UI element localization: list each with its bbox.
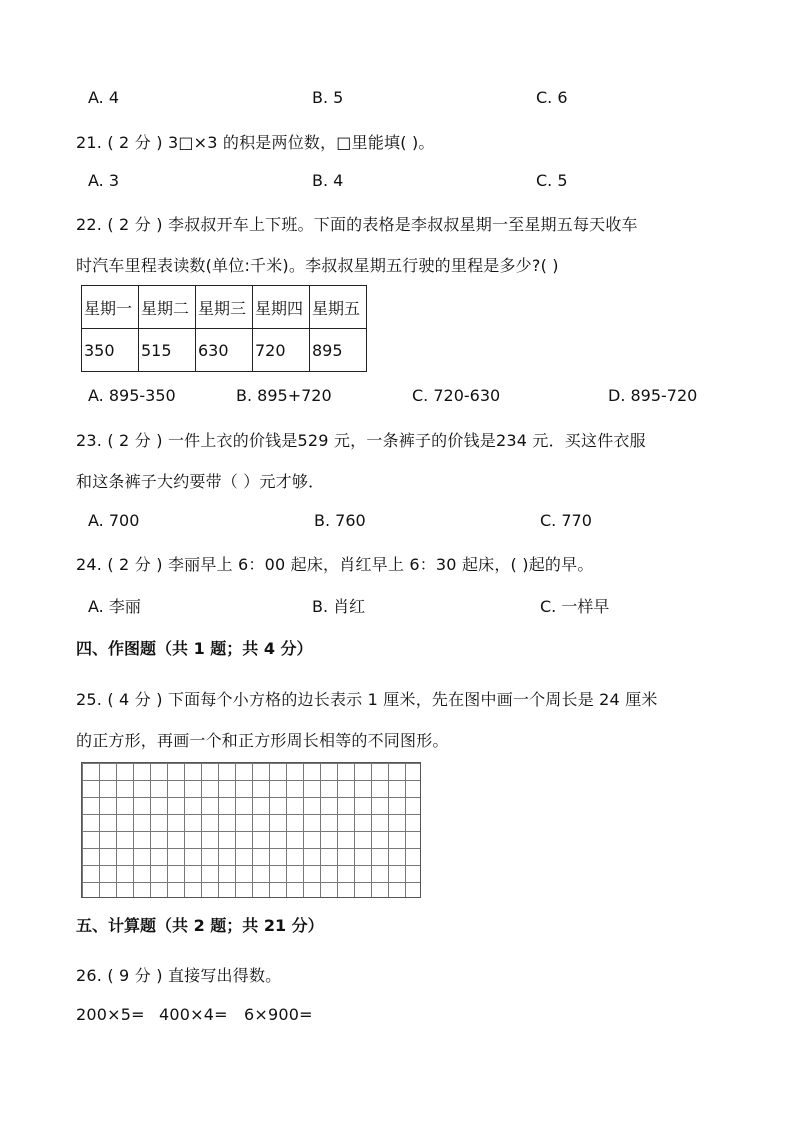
q21-stem: 21. ( 2 分 ) 3□×3 的积是两位数，□里能填( )。 [76, 133, 435, 152]
q26-item-2: 400×4= [159, 1005, 228, 1024]
q22-option-a: A. 895-350 [88, 386, 176, 405]
q24-stem: 24. ( 2 分 ) 李丽早上 6：00 起床，肖红早上 6：30 起床，( )起的早。 [76, 555, 594, 574]
table-header-cell: 星期五 [310, 286, 367, 329]
q26-stem: 26. ( 9 分 ) 直接写出得数。 [76, 966, 282, 985]
q24-option-c: C. 一样早 [540, 597, 610, 616]
drawing-grid [81, 762, 421, 898]
q25-stem-line1: 25. ( 4 分 ) 下面每个小方格的边长表示 1 厘米，先在图中画一个周长是 24 厘米 [76, 690, 658, 709]
table-cell: 630 [196, 329, 253, 372]
q23-option-c: C. 770 [540, 511, 592, 530]
q21-option-b: B. 4 [312, 171, 344, 190]
q24-option-b: B. 肖红 [312, 597, 366, 616]
table-cell: 515 [139, 329, 196, 372]
table-header-cell: 星期一 [82, 286, 139, 329]
q22-option-c: C. 720-630 [412, 386, 501, 405]
q20-option-c: C. 6 [536, 88, 568, 107]
mileage-table [81, 285, 367, 372]
table-cell: 350 [82, 329, 139, 372]
q26-item-1: 200×5= [76, 1005, 145, 1024]
q23-stem-line1: 23. ( 2 分 ) 一件上衣的价钱是529 元，一条裤子的价钱是234 元．买这件衣服 [76, 431, 646, 450]
table-row [82, 329, 367, 372]
q26-item-3: 6×900= [244, 1005, 313, 1024]
q22-stem-line1: 22. ( 2 分 ) 李叔叔开车上下班。下面的表格是李叔叔星期一至星期五每天收车 [76, 215, 638, 234]
table-header-cell: 星期三 [196, 286, 253, 329]
q22-option-b: B. 895+720 [236, 386, 332, 405]
table-header-cell: 星期四 [253, 286, 310, 329]
section-5-title: 五、计算题（共 2 题；共 21 分） [76, 916, 324, 935]
table-cell: 720 [253, 329, 310, 372]
table-header-cell: 星期二 [139, 286, 196, 329]
q21-option-c: C. 5 [536, 171, 568, 190]
q21-option-a: A. 3 [88, 171, 120, 190]
table-header-row [82, 286, 367, 329]
q24-option-a: A. 李丽 [88, 597, 141, 616]
q22-stem-line2: 时汽车里程表读数(单位:千米)。李叔叔星期五行驶的里程是多少?( ) [76, 256, 559, 275]
table-cell: 895 [310, 329, 367, 372]
q20-option-b: B. 5 [312, 88, 344, 107]
q25-stem-line2: 的正方形，再画一个和正方形周长相等的不同图形。 [76, 731, 449, 750]
q20-option-a: A. 4 [88, 88, 120, 107]
q23-stem-line2: 和这条裤子大约要带（ ）元才够． [76, 472, 325, 491]
section-4-title: 四、作图题（共 1 题；共 4 分） [76, 639, 313, 658]
q22-option-d: D. 895-720 [608, 386, 698, 405]
q23-option-b: B. 760 [314, 511, 366, 530]
q23-option-a: A. 700 [88, 511, 140, 530]
